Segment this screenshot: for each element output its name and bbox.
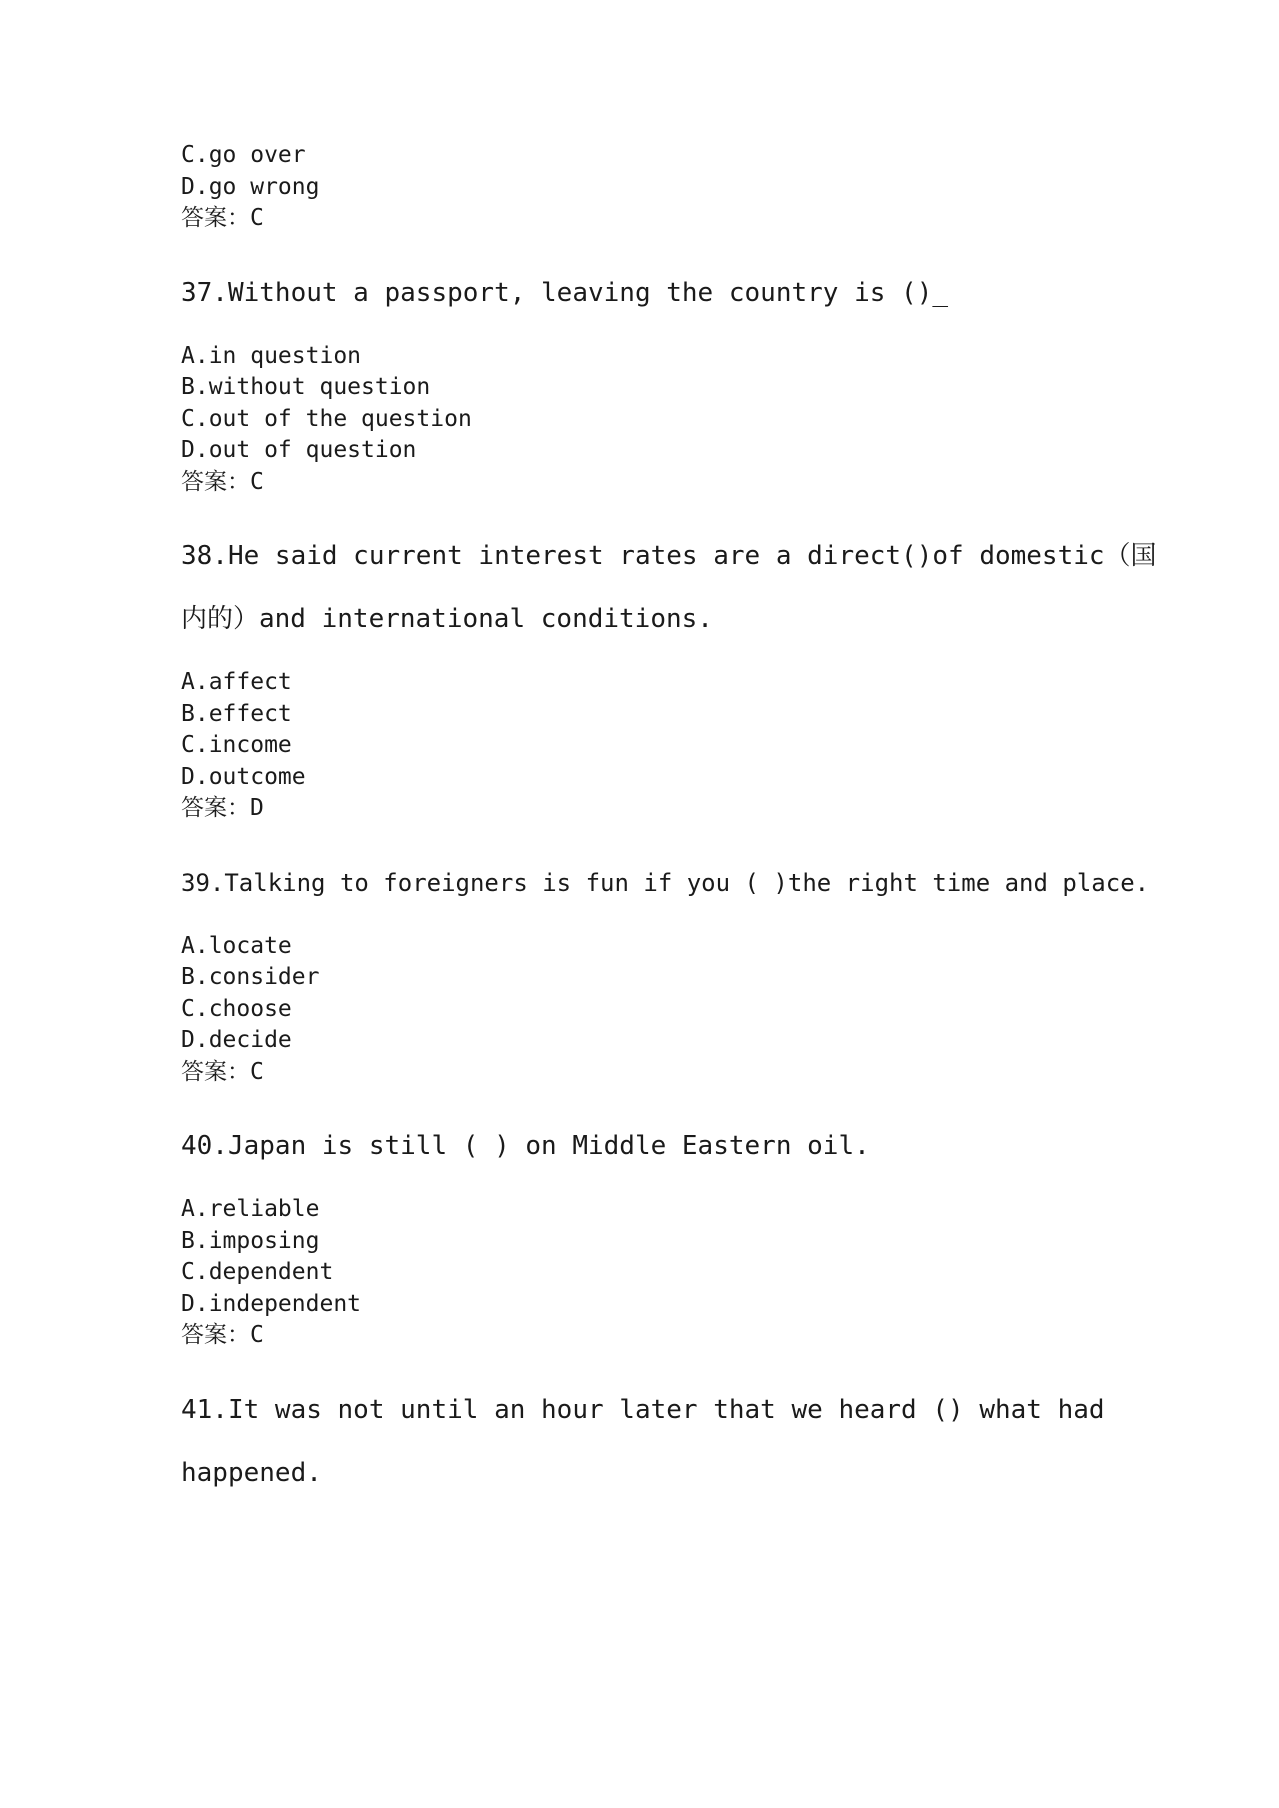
- question-36-fragment: [181, 140, 1101, 235]
- question-text: 40.Japan is still ( ) on Middle Eastern oil.: [181, 1131, 870, 1161]
- answer-prefix: 答案：: [181, 795, 250, 821]
- question-text-line-1: 38.He said current interest rates are a direct()of domestic（国: [181, 541, 1157, 571]
- answer-prefix: 答案：: [181, 468, 250, 495]
- question-38: [181, 525, 1157, 825]
- question-40: [181, 1115, 1101, 1352]
- option-b: B.consider: [181, 964, 320, 990]
- question-text-line-1: 41.It was not until an hour later that we heard () what had: [181, 1394, 1105, 1425]
- answer-value: C: [250, 1322, 264, 1348]
- option-a: A.in question: [181, 342, 362, 369]
- question-41: [181, 1379, 1105, 1505]
- answer-value: C: [250, 1058, 264, 1085]
- option-d: D.independent: [181, 1290, 362, 1317]
- question-text-line-2: 内的）and international conditions.: [181, 604, 713, 634]
- option-d: D.go wrong: [181, 173, 320, 200]
- answer-value: C: [250, 205, 264, 231]
- option-a: A.affect: [181, 669, 292, 695]
- option-b: B.effect: [181, 700, 292, 727]
- question-37: [181, 262, 1101, 499]
- answer-line: [181, 467, 1101, 499]
- option-c: C.go over: [181, 142, 306, 168]
- answer-prefix: 答案：: [181, 1322, 250, 1348]
- option-d: D.decide: [181, 1027, 292, 1053]
- option-c: C.choose: [181, 995, 292, 1022]
- option-c: C.income: [181, 732, 292, 758]
- question-text-line-2: happened.: [181, 1457, 322, 1488]
- question-text: 39.Talking to foreigners is fun if you ( )the right time and place.: [181, 868, 1150, 897]
- document-page: [181, 140, 1157, 1505]
- answer-line: [181, 203, 1101, 235]
- answer-line: [181, 793, 1101, 825]
- answer-value: D: [250, 795, 264, 821]
- option-d: D.outcome: [181, 763, 306, 790]
- option-c: C.out of the question: [181, 405, 472, 432]
- option-b: B.imposing: [181, 1227, 320, 1254]
- option-c: C.dependent: [181, 1259, 334, 1285]
- option-a: A.reliable: [181, 1196, 320, 1222]
- question-39: [181, 852, 1150, 1089]
- question-text: 37.Without a passport, leaving the country is ()_: [181, 277, 949, 308]
- answer-line: [181, 1057, 1101, 1089]
- answer-prefix: 答案：: [181, 205, 250, 231]
- option-a: A.locate: [181, 932, 292, 959]
- option-d: D.out of question: [181, 437, 417, 463]
- option-b: B.without question: [181, 374, 431, 400]
- answer-value: C: [250, 468, 264, 495]
- answer-line: [181, 1320, 1101, 1352]
- answer-prefix: 答案：: [181, 1058, 250, 1085]
